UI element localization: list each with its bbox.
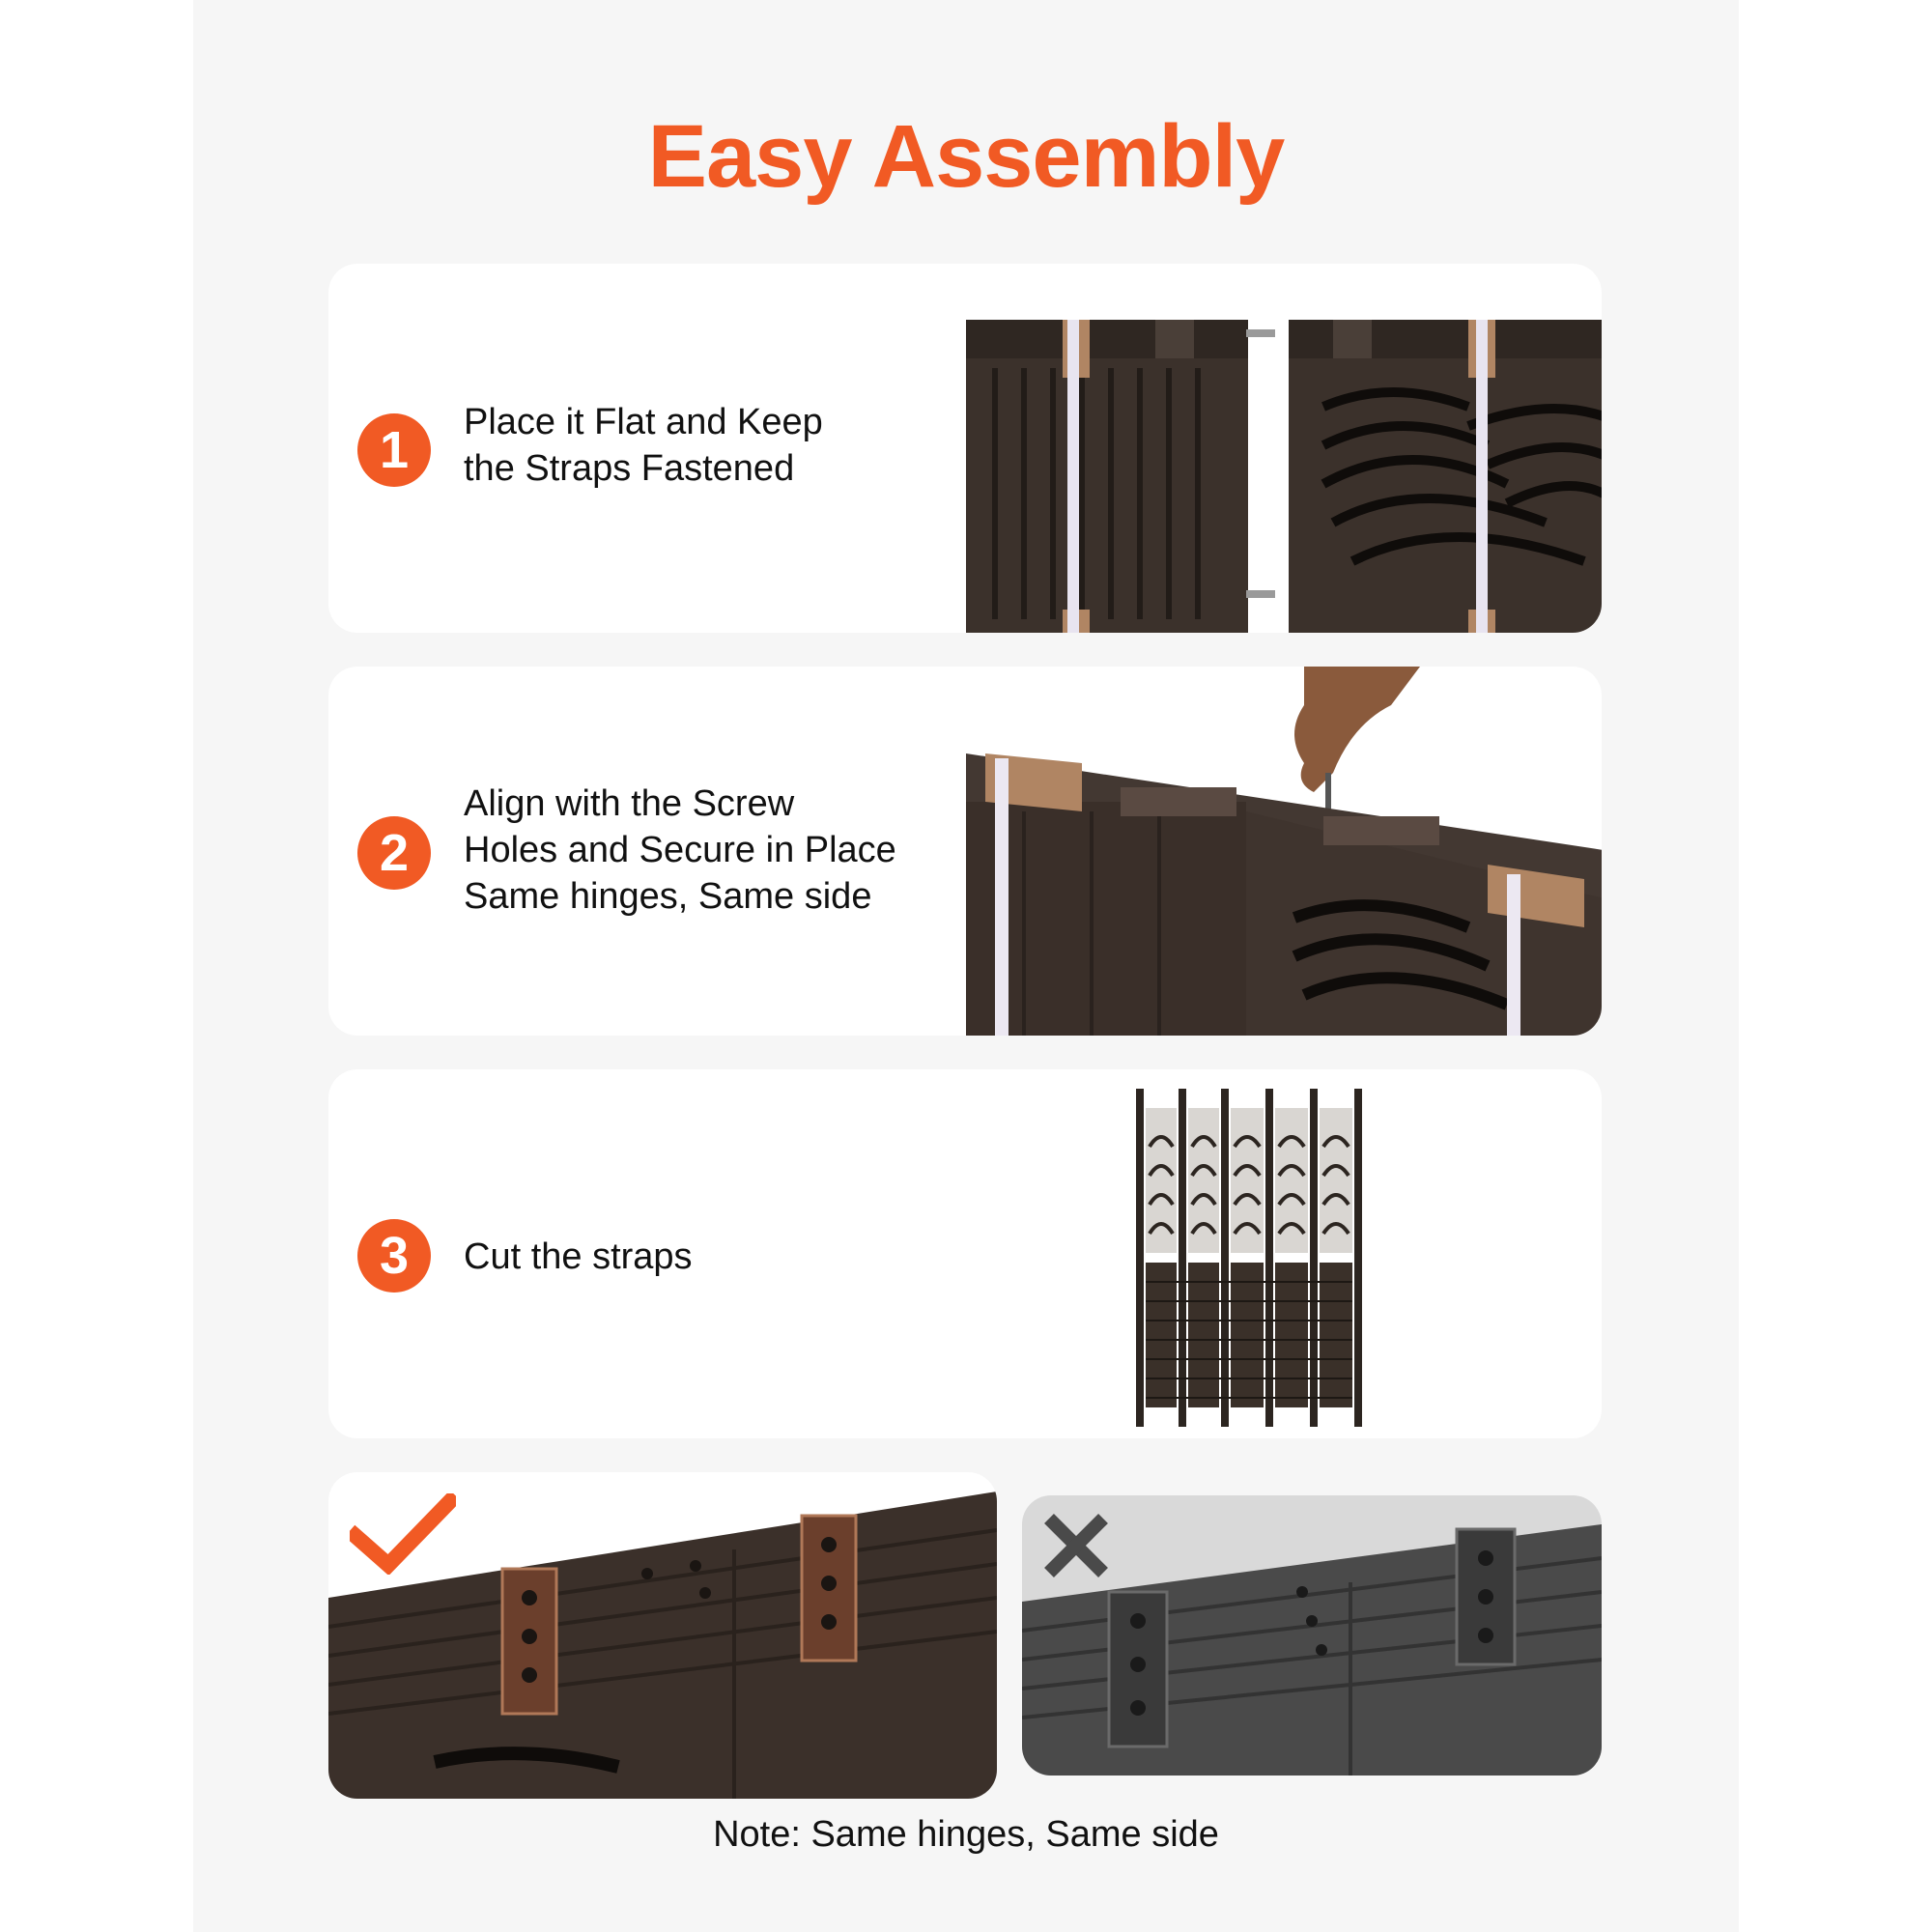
checkmark-icon xyxy=(350,1493,456,1579)
correct-hinge-example xyxy=(328,1472,997,1799)
step-card-1 xyxy=(328,264,1602,633)
assembly-note: Note: Same hinges, Same side xyxy=(713,1814,1219,1855)
step-number-badge: 1 xyxy=(357,413,431,487)
infographic-panel xyxy=(193,0,1739,1932)
step-text-line: Cut the straps xyxy=(464,1236,693,1277)
folding-screen-photo xyxy=(1136,1089,1362,1427)
step-description xyxy=(464,1234,693,1280)
wrong-hinge-example xyxy=(1022,1495,1602,1776)
hinge-screwing-photo xyxy=(966,667,1602,1036)
step-number-badge: 2 xyxy=(357,816,431,890)
step-description xyxy=(464,781,896,920)
step-description xyxy=(464,399,823,492)
step-number-badge: 3 xyxy=(357,1219,431,1293)
step-card-2 xyxy=(328,667,1602,1036)
step-text-line: Align with the Screw xyxy=(464,783,795,824)
page-title: Easy Assembly xyxy=(647,107,1285,206)
step-text-line: Same hinges, Same side xyxy=(464,876,872,917)
step-text-line: Place it Flat and Keep xyxy=(464,402,823,442)
x-mark-icon xyxy=(1041,1511,1111,1585)
step-text-line: Holes and Secure in Place xyxy=(464,830,896,870)
step-card-3 xyxy=(328,1069,1602,1438)
step-text-line: the Straps Fastened xyxy=(464,448,795,489)
strapped-panels-photo xyxy=(966,320,1602,633)
